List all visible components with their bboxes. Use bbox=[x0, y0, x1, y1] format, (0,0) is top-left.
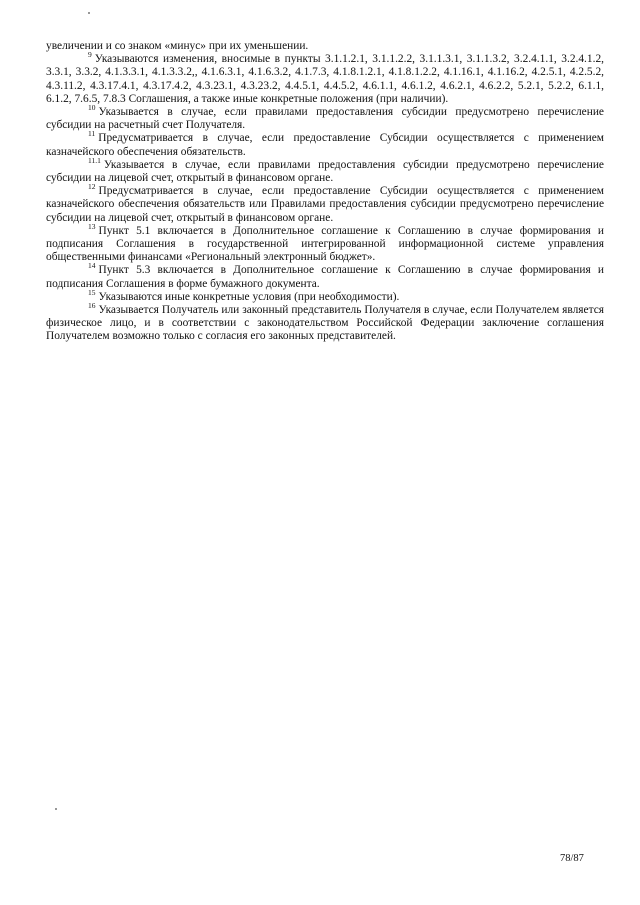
footnote-10 bbox=[46, 103, 604, 132]
footnote-text: Предусматривается в случае, если предоставление Субсидии осуществляется с применением казначейского обеспечения обязательств. bbox=[46, 132, 604, 158]
scan-speck bbox=[88, 12, 90, 14]
footnote-number: 9 bbox=[88, 50, 92, 60]
footnote-text: Пункт 5.1 включается в Дополнительное соглашение к Соглашению в случае формирования и подписания Соглашения в государственной интегрированной информационной системе управления общественными финансами «Региональный электронный бюджет». bbox=[46, 224, 604, 264]
footnote-text: Указывается Получатель или законный представитель Получателя в случае, если Получателем является физическое лицо, и в соответствии с законодательством Российской Федерации заключение соглашения Получателем возможно только с согласия его законных представителей. bbox=[46, 304, 604, 343]
footnote-text: Указываются изменения, вносимые в пункты 3.1.1.2.1, 3.1.1.2.2, 3.1.1.3.1, 3.1.1.3.2, 3.2.4.1.1, 3.2.4.1.2, 3.3.1, 3.3.2, 4.1.3.3.1, 4.1.3.3.2,, 4.1.6.3.1, 4.1.6.3.2, 4.1.7.3, 4.1.8.1.2.1, 4.1.8.1.2.2, 4.1.16.1, 4.1.16.2, 4.2.5.1, 4.2.5.2, 4.3.11.2, 4.3.17.4.1, 4.3.17.4.2, 4.3.23.1, 4.3.23.2, 4.4.5.1, 4.4.5.2, 4.6.1.1, 4.6.1.2, 4.6.2.1, 4.6.2.2, 5.2.1, 5.2.2, 6.1.1, 6.1.2, 7.6.5, 7.8.3 Соглашения, а также иные конкретные положения (при наличии). bbox=[46, 53, 604, 105]
footnote-11 bbox=[46, 129, 604, 158]
footnote-number: 14 bbox=[88, 261, 96, 271]
continued-paragraph bbox=[46, 40, 604, 53]
footnote-12 bbox=[46, 182, 604, 225]
scan-speck bbox=[55, 808, 57, 810]
footnote-9 bbox=[46, 50, 604, 106]
footnote-number: 10 bbox=[88, 103, 96, 113]
footnote-text: Указывается в случае, если правилами предоставления субсидии предусмотрено перечисление субсидии на лицевой счет, открытый в финансовом органе. bbox=[46, 158, 604, 185]
paragraph-text: увеличении и со знаком «минус» при их уменьшении. bbox=[46, 40, 309, 52]
footnote-number: 15 bbox=[88, 287, 96, 297]
footnote-number: 12 bbox=[88, 182, 96, 192]
footnote-text: Указываются иные конкретные условия (при необходимости). bbox=[98, 290, 400, 303]
footnote-11-1 bbox=[46, 155, 604, 185]
footnotes-body bbox=[46, 40, 604, 344]
footnote-text: Указывается в случае, если правилами предоставления субсидии предусмотрено перечисление субсидии на расчетный счет Получателя. bbox=[46, 106, 604, 132]
footnote-13 bbox=[46, 221, 604, 265]
footnote-16 bbox=[46, 301, 604, 344]
page-number: 78/87 bbox=[560, 853, 584, 864]
footnote-number: 11 bbox=[88, 129, 96, 139]
footnote-number: 16 bbox=[88, 301, 96, 311]
footnote-text: Предусматривается в случае, если предоставление Субсидии осуществляется с применением казначейского обеспечения обязательств или Правилами предоставления субсидии предусмотрено перечисление субсидии на лицевой счет, открытый в финансовом органе. bbox=[46, 185, 604, 224]
footnote-text: Пункт 5.3 включается в Дополнительное соглашение к Соглашению в случае формирования и подписания Соглашения в форме бумажного документа. bbox=[46, 264, 604, 290]
footnote-number: 11.1 bbox=[88, 155, 101, 165]
footnote-15 bbox=[46, 287, 604, 304]
footnote-number: 13 bbox=[88, 221, 96, 231]
footnote-14 bbox=[46, 261, 604, 290]
